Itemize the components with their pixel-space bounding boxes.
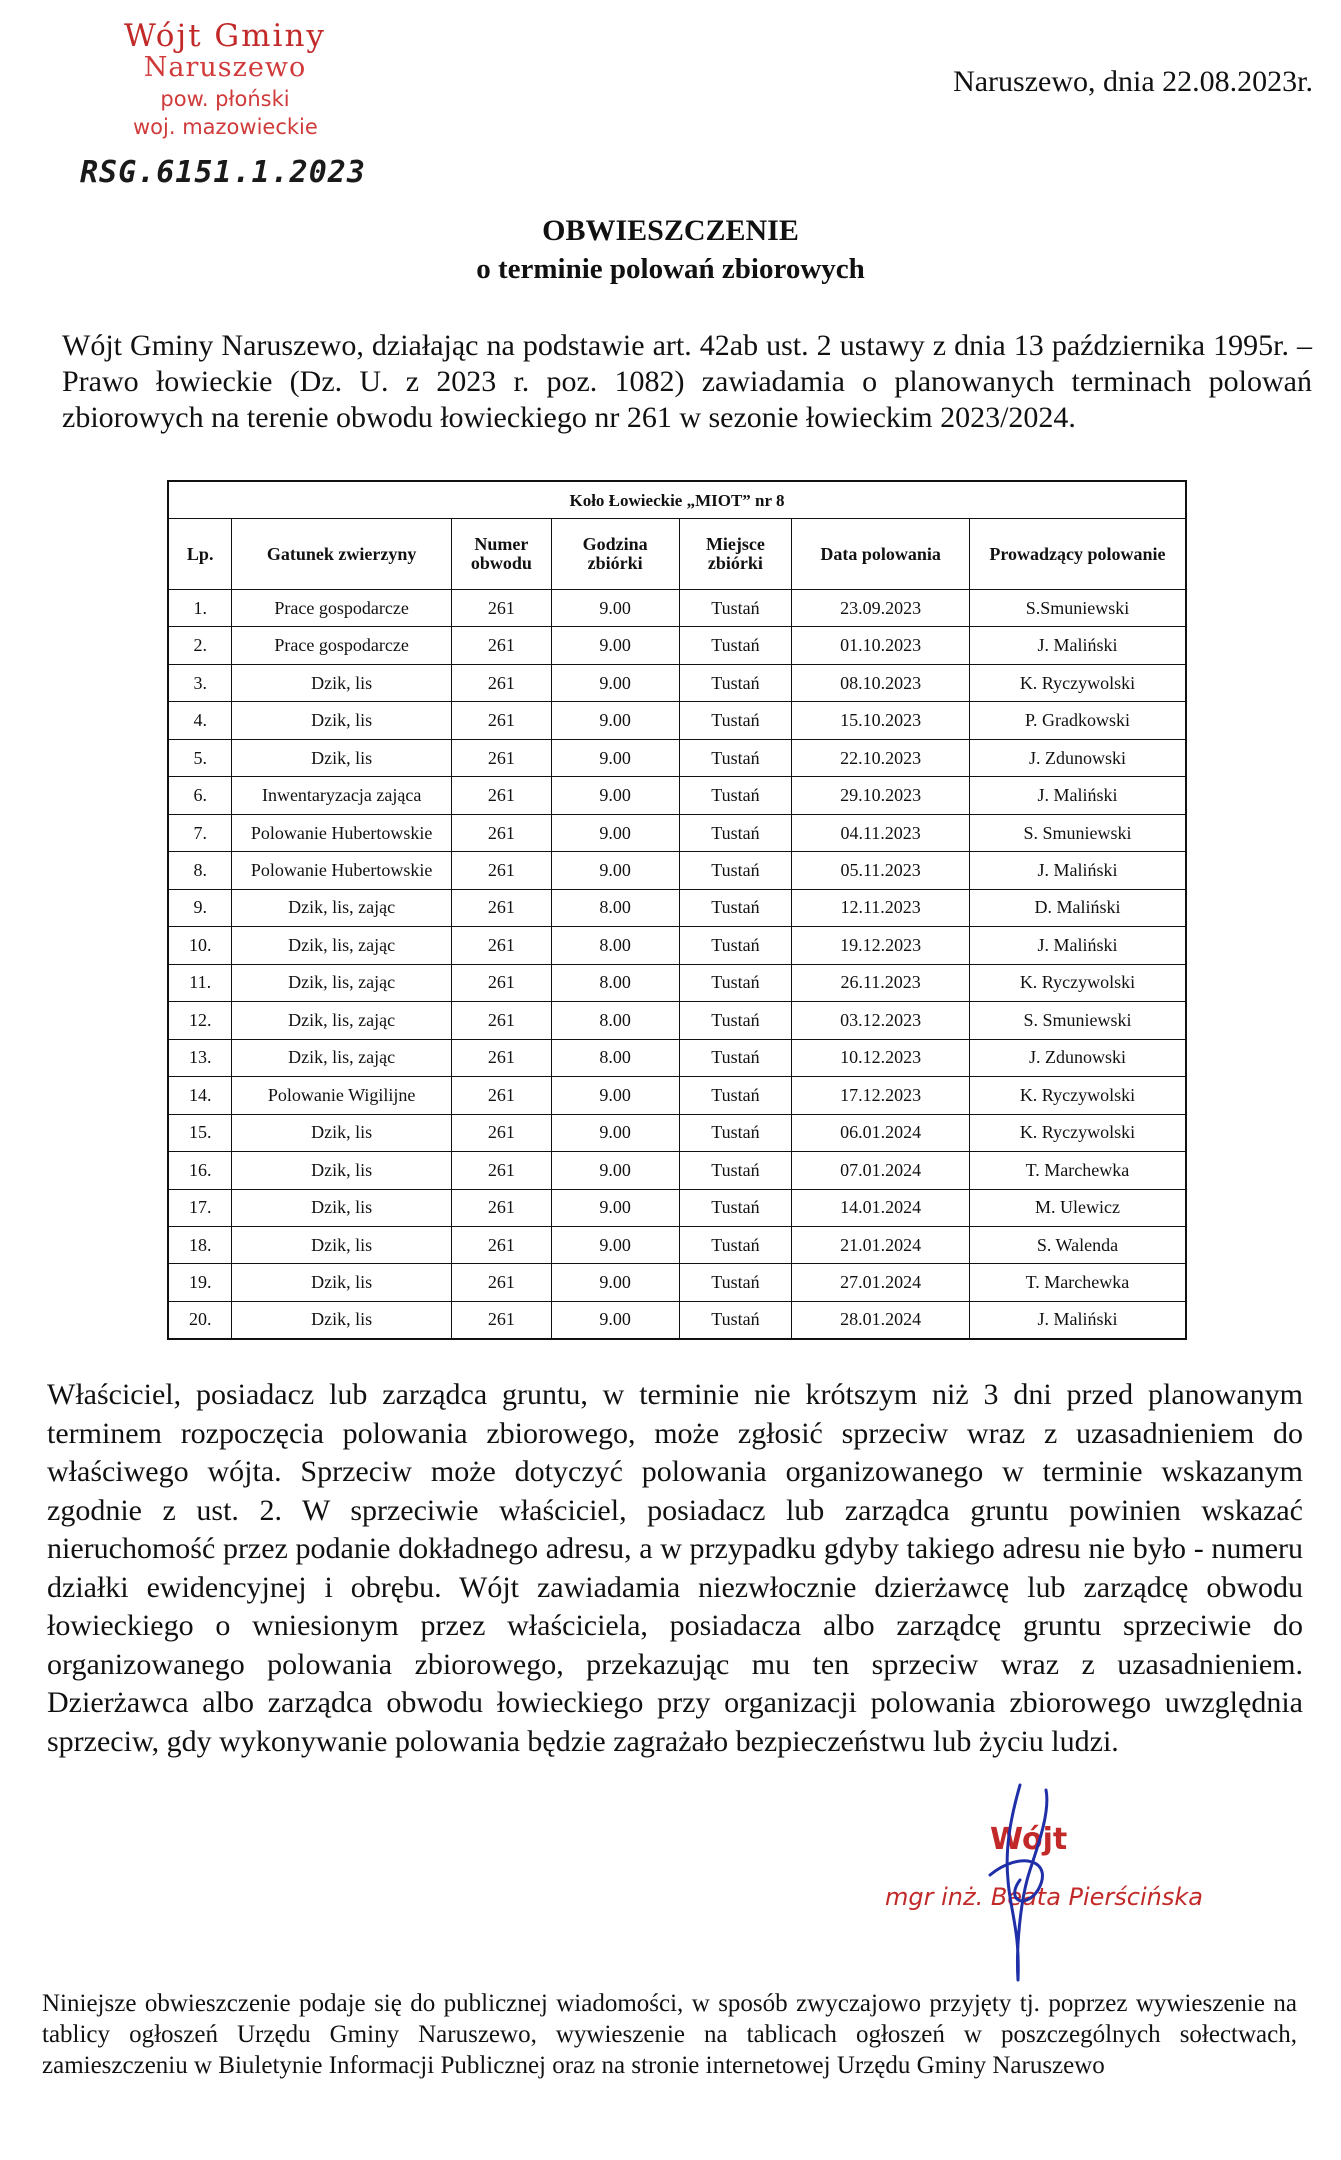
table-row: [168, 590, 1186, 627]
table-cell: 9.00: [551, 664, 679, 701]
table-row: [168, 664, 1186, 701]
table-cell: 23.09.2023: [792, 590, 970, 627]
table-cell: K. Ryczywolski: [969, 1077, 1186, 1114]
table-cell: 5.: [168, 739, 232, 776]
stamp-line-office: Wójt Gminy: [124, 18, 326, 54]
table-cell: J. Zdunowski: [969, 1039, 1186, 1076]
table-cell: Dzik, lis, zając: [232, 927, 452, 964]
table-cell: 261: [451, 627, 551, 664]
table-cell: 12.11.2023: [792, 889, 970, 926]
table-cell: 8.00: [551, 927, 679, 964]
signature-role: Wójt: [990, 1822, 1068, 1857]
table-cell: 18.: [168, 1226, 232, 1263]
table-row: [168, 1152, 1186, 1189]
table-cell: Tustań: [679, 1152, 792, 1189]
table-cell: 8.00: [551, 1039, 679, 1076]
table-cell: Tustań: [679, 739, 792, 776]
table-row: [168, 1226, 1186, 1263]
table-row: [168, 1039, 1186, 1076]
table-cell: Tustań: [679, 627, 792, 664]
place-and-date: Naruszewo, dnia 22.08.2023r.: [953, 65, 1313, 98]
table-cell: 9.00: [551, 739, 679, 776]
table-cell: 261: [451, 590, 551, 627]
table-cell: 11.: [168, 964, 232, 1001]
table-cell: Polowanie Wigilijne: [232, 1077, 452, 1114]
table-cell: D. Maliński: [969, 889, 1186, 926]
table-row: [168, 627, 1186, 664]
table-cell: T. Marchewka: [969, 1152, 1186, 1189]
table-cell: 8.: [168, 852, 232, 889]
table-row: [168, 1002, 1186, 1039]
table-cell: Prace gospodarcze: [232, 590, 452, 627]
table-cell: J. Maliński: [969, 627, 1186, 664]
table-cell: 261: [451, 814, 551, 851]
table-cell: Tustań: [679, 1301, 792, 1339]
table-cell: 08.10.2023: [792, 664, 970, 701]
table-cell: 9.00: [551, 1114, 679, 1151]
table-cell: 05.11.2023: [792, 852, 970, 889]
table-cell: Dzik, lis: [232, 1114, 452, 1151]
table-cell: 9.00: [551, 1301, 679, 1339]
table-cell: 19.: [168, 1264, 232, 1301]
column-header: Data polowania: [792, 519, 970, 590]
table-cell: Dzik, lis: [232, 1189, 452, 1226]
table-cell: 9.00: [551, 1077, 679, 1114]
hunting-schedule-table: [167, 480, 1187, 1340]
table-cell: Dzik, lis, zając: [232, 1002, 452, 1039]
table-cell: 04.11.2023: [792, 814, 970, 851]
table-cell: 6.: [168, 777, 232, 814]
reference-number: RSG.6151.1.2023: [80, 155, 366, 190]
table-cell: 261: [451, 702, 551, 739]
table-cell: Tustań: [679, 927, 792, 964]
table-cell: Tustań: [679, 1039, 792, 1076]
table-body: [168, 590, 1186, 1340]
table-cell: 3.: [168, 664, 232, 701]
column-header: Miejsce zbiórki: [679, 519, 792, 590]
table-cell: 13.: [168, 1039, 232, 1076]
column-header: Gatunek zwierzyny: [232, 519, 452, 590]
table-cell: 17.: [168, 1189, 232, 1226]
table-cell: Prace gospodarcze: [232, 627, 452, 664]
table-cell: K. Ryczywolski: [969, 1114, 1186, 1151]
table-cell: 8.00: [551, 964, 679, 1001]
table-row: [168, 739, 1186, 776]
table-row: [168, 852, 1186, 889]
table-cell: 9.00: [551, 1264, 679, 1301]
table-row: [168, 777, 1186, 814]
table-cell: 16.: [168, 1152, 232, 1189]
table-row: [168, 1264, 1186, 1301]
table-cell: Polowanie Hubertowskie: [232, 852, 452, 889]
signature-name: mgr inż. Beata Pierścińska: [885, 1883, 1203, 1911]
table-cell: K. Ryczywolski: [969, 964, 1186, 1001]
table-cell: 10.: [168, 927, 232, 964]
table-cell: S.Smuniewski: [969, 590, 1186, 627]
table-cell: 07.01.2024: [792, 1152, 970, 1189]
table-row: [168, 1189, 1186, 1226]
handwritten-signature: [870, 1780, 1200, 2000]
table-cell: 261: [451, 852, 551, 889]
table-cell: 261: [451, 1114, 551, 1151]
table-row: [168, 1301, 1186, 1339]
table-row: [168, 964, 1186, 1001]
table-cell: 03.12.2023: [792, 1002, 970, 1039]
table-cell: S. Walenda: [969, 1226, 1186, 1263]
table-cell: 7.: [168, 814, 232, 851]
table-cell: 27.01.2024: [792, 1264, 970, 1301]
table-cell: Dzik, lis: [232, 1301, 452, 1339]
table-header-row: [168, 519, 1186, 590]
table-cell: 261: [451, 1039, 551, 1076]
stamp-line-municipality: Naruszewo: [143, 52, 307, 83]
column-header: Lp.: [168, 519, 232, 590]
table-cell: 21.01.2024: [792, 1226, 970, 1263]
table-cell: Tustań: [679, 1226, 792, 1263]
column-header: Numer obwodu: [451, 519, 551, 590]
table-cell: Inwentaryzacja zająca: [232, 777, 452, 814]
table-cell: 261: [451, 777, 551, 814]
table-cell: 9.00: [551, 590, 679, 627]
table-cell: 261: [451, 889, 551, 926]
club-name: Koło Łowieckie „MIOT” nr 8: [168, 481, 1186, 519]
table-cell: 9.00: [551, 1226, 679, 1263]
table-cell: 14.01.2024: [792, 1189, 970, 1226]
table-cell: Tustań: [679, 1002, 792, 1039]
table-row: [168, 702, 1186, 739]
table-cell: 29.10.2023: [792, 777, 970, 814]
office-stamp: [95, 18, 355, 139]
table-cell: Tustań: [679, 1189, 792, 1226]
table-cell: Tustań: [679, 1264, 792, 1301]
table-cell: Tustań: [679, 664, 792, 701]
table-cell: J. Maliński: [969, 927, 1186, 964]
table-cell: 14.: [168, 1077, 232, 1114]
column-header: Godzina zbiórki: [551, 519, 679, 590]
table-cell: 26.11.2023: [792, 964, 970, 1001]
table-cell: 20.: [168, 1301, 232, 1339]
table-cell: Dzik, lis: [232, 702, 452, 739]
table-cell: Tustań: [679, 777, 792, 814]
table-cell: 22.10.2023: [792, 739, 970, 776]
table-cell: 9.00: [551, 852, 679, 889]
table-cell: 15.10.2023: [792, 702, 970, 739]
table-cell: Dzik, lis, zając: [232, 964, 452, 1001]
table-row: [168, 927, 1186, 964]
table-cell: 261: [451, 1264, 551, 1301]
table-row: [168, 1114, 1186, 1151]
table-cell: 261: [451, 1002, 551, 1039]
table-cell: 01.10.2023: [792, 627, 970, 664]
table-cell: 10.12.2023: [792, 1039, 970, 1076]
table-cell: 06.01.2024: [792, 1114, 970, 1151]
table-row: [168, 814, 1186, 851]
table-cell: 9.00: [551, 702, 679, 739]
table-cell: 19.12.2023: [792, 927, 970, 964]
table-cell: 9.: [168, 889, 232, 926]
table-cell: Dzik, lis: [232, 1226, 452, 1263]
table-cell: J. Maliński: [969, 852, 1186, 889]
table-cell: 8.00: [551, 1002, 679, 1039]
table-cell: Tustań: [679, 1077, 792, 1114]
table-cell: Tustań: [679, 1114, 792, 1151]
table-cell: S. Smuniewski: [969, 814, 1186, 851]
table-cell: 15.: [168, 1114, 232, 1151]
table-cell: 12.: [168, 1002, 232, 1039]
table-cell: 8.00: [551, 889, 679, 926]
publication-note: Niniejsze obwieszczenie podaje się do publicznej wiadomości, w sposób zwyczajowo przyjęty tj. poprzez wywieszenie na tablicy ogłoszeń Urzędu Gminy Naruszewo, wywieszenie na tablicach ogłoszeń w poszczególnych sołectwach, zamieszczeniu w Biuletynie Informacji Publicznej oraz na stronie internetowej Urzędu Gminy Naruszewo: [42, 1990, 1297, 2079]
table-cell: Tustań: [679, 702, 792, 739]
table-cell: 1.: [168, 590, 232, 627]
table-cell: 4.: [168, 702, 232, 739]
objection-paragraph: Właściciel, posiadacz lub zarządca gruntu, w terminie nie krótszym niż 3 dni przed planowanym terminem rozpoczęcia polowania zbiorowego, może zgłosić sprzeciw wraz z uzasadnieniem do właściwego wójta. Sprzeciw może dotyczyć polowania organizowanego w terminie wskazanym zgodnie z ust. 2. W sprzeciwie właściciel, posiadacz lub zarządca gruntu powinien wskazać nieruchomość przez podanie dokładnego adresu, a w przypadku gdyby takiego adresu nie było - numeru działki ewidencyjnej i obrębu. Wójt zawiadamia niezwłocznie dzierżawcę lub zarządcę obwodu łowieckiego o wniesionym przez właściciela, posiadacza albo zarządcę gruntu sprzeciwie do organizowanego polowania zbiorowego, przekazując mu ten sprzeciw wraz z uzasadnieniem. Dzierżawca albo zarządca obwodu łowieckiego przy organizacji polowania zbiorowego uwzględnia sprzeciw, gdy wykonywanie polowania będzie zagrażało bezpieczeństwu lub życiu ludzi.: [47, 1378, 1303, 1758]
document-title: OBWIESZCZENIE: [542, 214, 799, 247]
table-cell: Dzik, lis: [232, 1264, 452, 1301]
document-subtitle: o terminie polowań zbiorowych: [476, 253, 865, 285]
table-cell: Dzik, lis: [232, 664, 452, 701]
table-cell: Tustań: [679, 590, 792, 627]
table-cell: P. Gradkowski: [969, 702, 1186, 739]
table-cell: Polowanie Hubertowskie: [232, 814, 452, 851]
table-cell: 261: [451, 664, 551, 701]
table-cell: 261: [451, 739, 551, 776]
table-cell: Tustań: [679, 814, 792, 851]
stamp-line-voivodeship: woj. mazowieckie: [133, 115, 318, 139]
table-cell: M. Ulewicz: [969, 1189, 1186, 1226]
table-cell: 261: [451, 964, 551, 1001]
table-cell: 261: [451, 927, 551, 964]
table-cell: 9.00: [551, 627, 679, 664]
table-cell: 261: [451, 1301, 551, 1339]
table-cell: S. Smuniewski: [969, 1002, 1186, 1039]
table-cell: 9.00: [551, 1152, 679, 1189]
table-cell: Dzik, lis, zając: [232, 1039, 452, 1076]
table-cell: Tustań: [679, 889, 792, 926]
table-row: [168, 1077, 1186, 1114]
table-cell: Tustań: [679, 964, 792, 1001]
table-cell: Dzik, lis: [232, 739, 452, 776]
table-cell: 2.: [168, 627, 232, 664]
column-header: Prowadzący polowanie: [969, 519, 1186, 590]
table-row: [168, 889, 1186, 926]
table-cell: 17.12.2023: [792, 1077, 970, 1114]
table-cell: 261: [451, 1189, 551, 1226]
table-cell: K. Ryczywolski: [969, 664, 1186, 701]
stamp-line-county: pow. płoński: [160, 87, 290, 111]
table-cell: Dzik, lis: [232, 1152, 452, 1189]
table-cell: Tustań: [679, 852, 792, 889]
table-cell: 261: [451, 1226, 551, 1263]
table-cell: 9.00: [551, 814, 679, 851]
table-cell: 261: [451, 1077, 551, 1114]
intro-paragraph: Wójt Gminy Naruszewo, działając na podstawie art. 42ab ust. 2 ustawy z dnia 13 października 1995r. – Prawo łowieckie (Dz. U. z 2023 r. poz. 1082) zawiadamia o planowanych terminach polowań zbiorowych na terenie obwodu łowieckiego nr 261 w sezonie łowieckim 2023/2024.: [62, 329, 1312, 434]
table-cell: J. Maliński: [969, 1301, 1186, 1339]
table-cell: Dzik, lis, zając: [232, 889, 452, 926]
signature-block: [870, 1780, 1203, 2000]
table-cell: 9.00: [551, 1189, 679, 1226]
table-cell: 9.00: [551, 777, 679, 814]
table-cell: 261: [451, 1152, 551, 1189]
table-cell: J. Zdunowski: [969, 739, 1186, 776]
table-cell: 28.01.2024: [792, 1301, 970, 1339]
table-cell: T. Marchewka: [969, 1264, 1186, 1301]
table-cell: J. Maliński: [969, 777, 1186, 814]
